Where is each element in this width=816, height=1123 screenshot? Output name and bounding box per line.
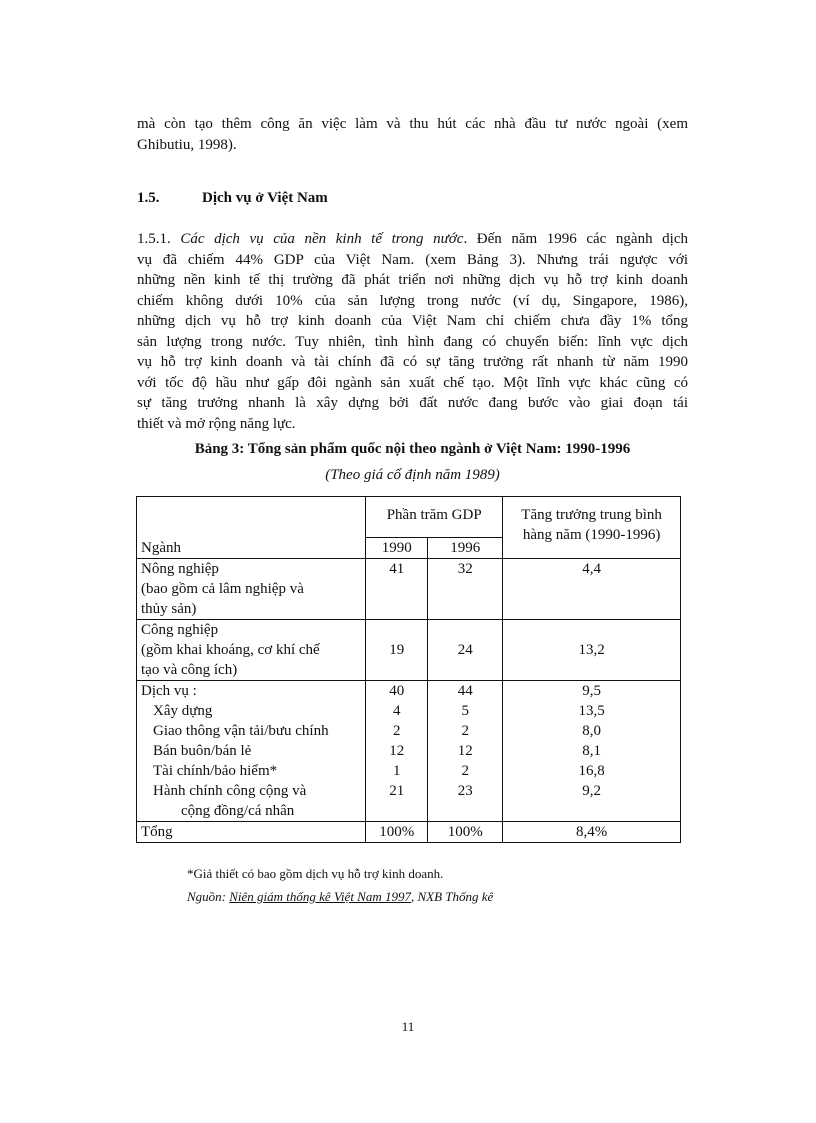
growth-value: 13,5 xyxy=(578,703,605,719)
value-1996: 2 xyxy=(461,723,469,739)
text-line: vụ đã chiếm 44% GDP của Việt Nam. (xem Bảng 3). Nhưng trái ngược với xyxy=(137,251,688,268)
value-1996: 32 xyxy=(428,559,503,620)
text-fragment: . Đến năm 1996 các ngành dịch xyxy=(463,231,688,247)
header-growth-line: hàng năm (1990-1996) xyxy=(522,527,661,543)
header-year-1990: 1990 xyxy=(366,538,428,559)
text-line: sự tăng trưởng nhanh là xây dựng bởi đất nước đang bước vào giai đoạn tái xyxy=(137,395,688,411)
subsector-label-continued: cộng đồng/cá nhân xyxy=(181,803,295,819)
growth-value: 16,8 xyxy=(578,763,605,779)
text-line: những dịch vụ hỗ trợ kinh doanh của Việt Nam chỉ chiếm chưa đầy 1% tổng xyxy=(137,313,688,329)
subsector-label: Bán buôn/bán lẻ xyxy=(153,743,252,759)
growth-values xyxy=(503,681,681,822)
gdp-table xyxy=(136,496,681,843)
sector-note: (gồm khai khoáng, cơ khí chế xyxy=(141,642,320,658)
value-1990: 19 xyxy=(366,620,428,681)
value-1990: 21 xyxy=(389,783,405,799)
body-paragraph xyxy=(137,229,688,434)
table-row-industry xyxy=(137,620,681,681)
header-year-1996: 1996 xyxy=(428,538,503,559)
text-line: thiết và mở rộng năng lực. xyxy=(137,415,296,432)
sector-note: (bao gồm cả lâm nghiệp và xyxy=(141,581,304,597)
value-1990: 12 xyxy=(389,743,405,759)
value-1996: 44 xyxy=(457,683,473,699)
source-prefix: Nguồn: xyxy=(187,889,230,904)
header-sector: Ngành xyxy=(137,497,366,559)
value-1996: 2 xyxy=(461,763,469,779)
section-heading xyxy=(137,190,328,207)
text-line: mà còn tạo thêm công ăn việc làm và thu hút các nhà đầu tư nước ngoài (xem xyxy=(137,116,688,132)
text-line: Ghibutiu, 1998). xyxy=(137,136,237,153)
header-growth xyxy=(503,497,681,559)
header-gdp-share: Phần trăm GDP xyxy=(366,497,503,538)
table-row-agriculture xyxy=(137,559,681,620)
table-footnote: *Giả thiết có bao gồm dịch vụ hỗ trợ kinh doanh. xyxy=(187,866,444,881)
growth-value: 9,5 xyxy=(582,683,601,699)
values-1990 xyxy=(366,681,428,822)
table-subtitle: (Theo giá cố định năm 1989) xyxy=(325,467,500,483)
sector-label: Nông nghiệp xyxy=(141,561,219,577)
subsector-label: Giao thông vận tải/bưu chính xyxy=(153,723,329,739)
value-1990: 2 xyxy=(392,723,401,739)
growth-value: 9,2 xyxy=(582,783,601,799)
growth-value: 8,4% xyxy=(503,822,681,843)
text-line: sản lượng trong nước. Tuy nhiên, tình hình đang có chuyển biến: lĩnh vực dịch xyxy=(137,333,688,350)
value-1996: 24 xyxy=(428,620,503,681)
table-row-total xyxy=(137,822,681,843)
source-title: Niên giám thống kê Việt Nam 1997 xyxy=(229,889,411,904)
value-1990: 41 xyxy=(366,559,428,620)
subsector-label: Tài chính/bảo hiểm* xyxy=(153,763,278,779)
header-growth-line: Tăng trưởng trung bình xyxy=(521,507,662,523)
value-1996: 23 xyxy=(457,783,473,799)
value-1996: 100% xyxy=(428,822,503,843)
sector-label: Dịch vụ : xyxy=(141,683,197,699)
value-1990: 40 xyxy=(389,683,405,699)
source-suffix: , NXB Thống kê xyxy=(410,889,494,904)
text-line: chiếm không dưới 10% của sản lượng trong nước (ví dụ, Singapore, 1986), xyxy=(137,292,688,309)
subsector-label: Xây dựng xyxy=(153,703,213,719)
value-1990: 4 xyxy=(392,703,401,719)
table-row-services xyxy=(137,681,681,822)
values-1996 xyxy=(428,681,503,822)
subsector-label: Hành chính công cộng và xyxy=(153,783,307,799)
growth-value: 13,2 xyxy=(503,620,681,681)
growth-value: 8,0 xyxy=(582,723,601,739)
subsection-number: 1.5.1. xyxy=(137,231,171,247)
sector-cell xyxy=(137,681,366,822)
value-1996: 12 xyxy=(457,743,473,759)
value-1996: 5 xyxy=(461,703,469,719)
section-title: Dịch vụ ở Việt Nam xyxy=(202,190,328,206)
text-line: với tốc độ hầu như gấp đôi ngành sản xuất chế tạo. Một lĩnh vực khác cũng có xyxy=(137,374,688,391)
text-line xyxy=(137,229,688,250)
subsection-title: Các dịch vụ của nền kinh tế trong nước xyxy=(180,231,464,247)
sector-label: Tổng xyxy=(137,822,366,843)
sector-cell xyxy=(137,620,366,681)
growth-value: 8,1 xyxy=(582,743,601,759)
table-title: Bảng 3: Tổng sản phẩm quốc nội theo ngành ở Việt Nam: 1990-1996 xyxy=(194,441,631,457)
value-1990: 100% xyxy=(366,822,428,843)
text-line: những nền kinh tế thị trường đã phát triển nơi những dịch vụ hỗ trợ kinh doanh xyxy=(137,272,688,288)
intro-paragraph xyxy=(137,114,688,155)
sector-note: tạo và công ích) xyxy=(141,662,238,678)
section-number: 1.5. xyxy=(137,190,160,206)
table-source xyxy=(187,889,493,905)
value-1990: 1 xyxy=(392,763,401,779)
sector-label: Công nghiệp xyxy=(141,622,219,638)
sector-cell xyxy=(137,559,366,620)
page-number: 11 xyxy=(401,1019,415,1034)
table-header-row xyxy=(137,497,681,538)
growth-value: 4,4 xyxy=(503,559,681,620)
sector-note: thủy sản) xyxy=(141,601,197,617)
text-line: vụ hỗ trợ kinh doanh và tài chính đã có sự tăng trưởng rất nhanh từ năm 1990 xyxy=(137,354,688,370)
